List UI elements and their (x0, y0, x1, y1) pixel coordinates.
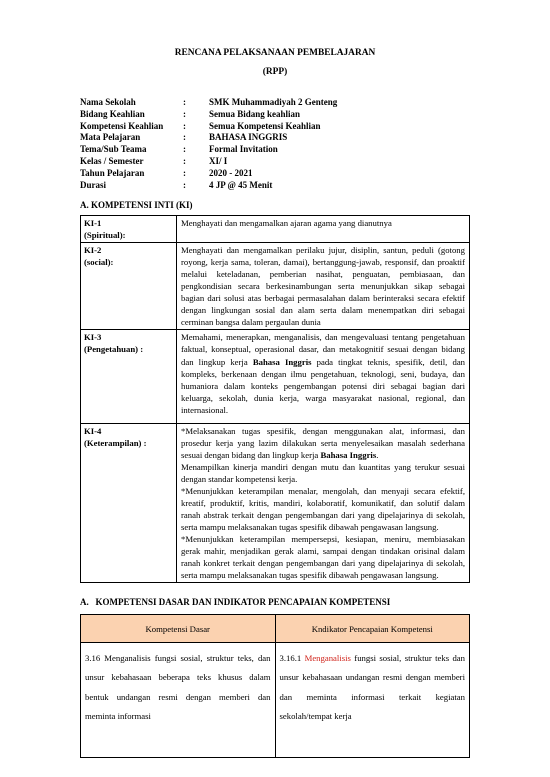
identity-colon: : (183, 155, 186, 166)
document-subtitle: (RPP) (262, 67, 288, 77)
ki-text-part: *Melaksanakan tugas spesifik, dengan menggunakan alat, informasi, dan prosedur kerja yang lazim dilakukan serta menyelesaikan masalah sederhana sesuai dengan bidang dan lingkup kerja (181, 425, 465, 460)
ki-code: KI-2 (84, 245, 102, 256)
identity-colon: : (183, 132, 186, 143)
indicator-highlight: Menganalisis (304, 653, 351, 663)
ki-label (81, 243, 177, 330)
identity-value: 2020 - 2021 (209, 167, 253, 178)
ki-text-part: *Menunjukkan keterampilan mempersepsi, kesiapan, meniru, membiasakan gerak mahir, menjadikan gerak alami, sampai dengan tindakan orisinal dalam ranah konkret terkait dengan pengembangan dari yang dipelajarinya di sekolah, serta mampu melaksanakan tugas spesifik dibawah pengawasan langsung. (181, 534, 465, 581)
kd-header-row (81, 615, 470, 643)
kd-header: Kompetensi Dasar (81, 615, 276, 643)
kd-cell (81, 643, 276, 758)
indicator-text (280, 649, 466, 727)
identity-row (80, 121, 337, 133)
identity-value: 4 JP @ 45 Menit (209, 179, 273, 190)
ki-aspect: (Keterampilan) : (84, 437, 147, 448)
identity-key: Tema/Sub Teama (80, 144, 147, 155)
indicator-cell (275, 643, 470, 758)
ki-text (177, 423, 470, 583)
identity-value: XI/ I (209, 155, 228, 166)
ki-text (177, 330, 470, 423)
identity-colon: : (183, 144, 186, 155)
identity-value: Formal Invitation (209, 144, 278, 155)
kd-description: Menganalisis fungsi sosial, struktur teks, dan unsur kebahasaan beberapa teks khusus dalam bentuk undangan resmi dengan memberi dan meminta informasi (85, 653, 271, 722)
ki-code: KI-4 (84, 425, 102, 436)
identity-key: Bidang Keahlian (80, 108, 145, 119)
identity-row (80, 109, 337, 121)
section-heading-kd: A. KOMPETENSI DASAR DAN INDIKATOR PENCAPAIAN KOMPETENSI (80, 597, 391, 607)
ki-aspect: (Pengetahuan) : (84, 344, 144, 355)
ki-text-part: *Menunjukkan keterampilan menalar, mengolah, dan menyaji secara efektif, kreatif, produktif, kritis, mandiri, kolaboratif, komunikatif, dan solutif dalam ranah abstrak terkait dengan pengembangan dari yang dipelajarinya di sekolah, serta mampu melaksanakan tugas spesifik dibawah pengawasan langsung. (181, 485, 465, 533)
ki-subject-bold: Bahasa Inggris (320, 449, 377, 460)
ki-text: Menghayati dan mengamalkan perilaku jujur, disiplin, santun, peduli (gotong royong, kerja sama, toleran, damai), bertanggung-jawab, responsif, dan proaktif melalui keteladanan, pemberian nasihat, penguatan, pembiasaan, dan pengkondisian secara berkesinambungan serta menunjukkan sikap sebagai bagian dari solusi atas berbagai permasalahan dalam berinteraksi secara efektif dengan lingkungan sosial dan alam serta dalam menempatkan diri sebagai cerminan bangsa dalam pergaulan dunia (177, 243, 470, 330)
kd-row (81, 643, 470, 758)
identity-colon: : (183, 97, 186, 107)
ki-row (81, 330, 470, 423)
identity-table (80, 97, 337, 191)
identity-colon: : (183, 120, 186, 131)
identity-row (80, 132, 337, 144)
identity-value: Semua Bidang keahlian (209, 108, 301, 119)
kd-number: 3.16 (85, 653, 101, 663)
ki-label (81, 216, 177, 243)
kd-table (80, 614, 470, 758)
identity-key: Mata Pelajaran (80, 132, 141, 143)
ki-aspect: (social): (84, 257, 114, 268)
ki-code: KI-1 (84, 218, 102, 228)
identity-value: SMK Muhammadiyah 2 Genteng (209, 97, 338, 107)
ki-table (80, 215, 470, 583)
identity-row (80, 168, 337, 180)
identity-row (80, 180, 337, 192)
ki-label (81, 330, 177, 423)
identity-key: Tahun Pelajaran (80, 167, 145, 178)
ki-label (81, 423, 177, 583)
identity-key: Kelas / Semester (80, 155, 144, 166)
ki-code: KI-3 (84, 332, 102, 343)
ki-text-part: pada tingkat teknis, spesifik, detil, dan kompleks, berkenaan dengan ilmu pengetahuan, teknologi, seni, budaya, dan humaniora dalam konteks pengembangan potensi diri sebagai bagian dari keluarga, sekolah, dunia kerja, warga masyarakat nasional, regional, dan internasional. (181, 356, 466, 415)
indicator-header: Kndikator Pencapaian Kompetensi (275, 615, 470, 643)
ki-row (81, 243, 470, 330)
identity-row (80, 156, 337, 168)
identity-value: Semua Kompetensi Keahlian (209, 120, 321, 131)
identity-row (80, 97, 337, 109)
identity-key: Durasi (80, 179, 107, 190)
ki-text: Menghayati dan mengamalkan ajaran agama yang dianutnya (177, 216, 470, 243)
ki-text-part: Memahami, menerapkan, menganalisis, dan mengevaluasi tentang pengetahuan faktual, konseptual, operasional dasar, dan metakognitif sesuai dengan bidang dan lingkup kerja (181, 332, 465, 367)
kd-text (85, 649, 271, 727)
indicator-description: fungsi sosial, struktur teks dan unsur kebahasaan undangan resmi dengan memberi dan meminta informasi terkait kegiatan sekolah/tempat kerja (279, 653, 466, 722)
ki-text-part: Menampilkan kinerja mandiri dengan mutu dan kuantitas yang terukur sesuai dengan standar kompetensi kerja. (181, 461, 465, 484)
identity-colon: : (183, 108, 186, 119)
identity-value: BAHASA INGGRIS (209, 132, 288, 143)
ki-aspect: (Spiritual): (84, 230, 126, 241)
identity-key: Nama Sekolah (80, 97, 136, 107)
identity-colon: : (183, 167, 186, 178)
identity-key: Kompetensi Keahlian (80, 120, 164, 131)
ki-subject-bold: Bahasa Inggris (252, 356, 312, 367)
identity-colon: : (183, 179, 186, 190)
ki-row (81, 216, 470, 243)
ki-text-part: . (376, 449, 379, 460)
ki-row (81, 423, 470, 583)
indicator-number: 3.16.1 (279, 653, 302, 663)
identity-row (80, 144, 337, 156)
document-title: RENCANA PELAKSANAAN PEMBELAJARAN (174, 48, 376, 58)
section-heading-ki: A. KOMPETENSI INTI (KI) (80, 200, 193, 210)
